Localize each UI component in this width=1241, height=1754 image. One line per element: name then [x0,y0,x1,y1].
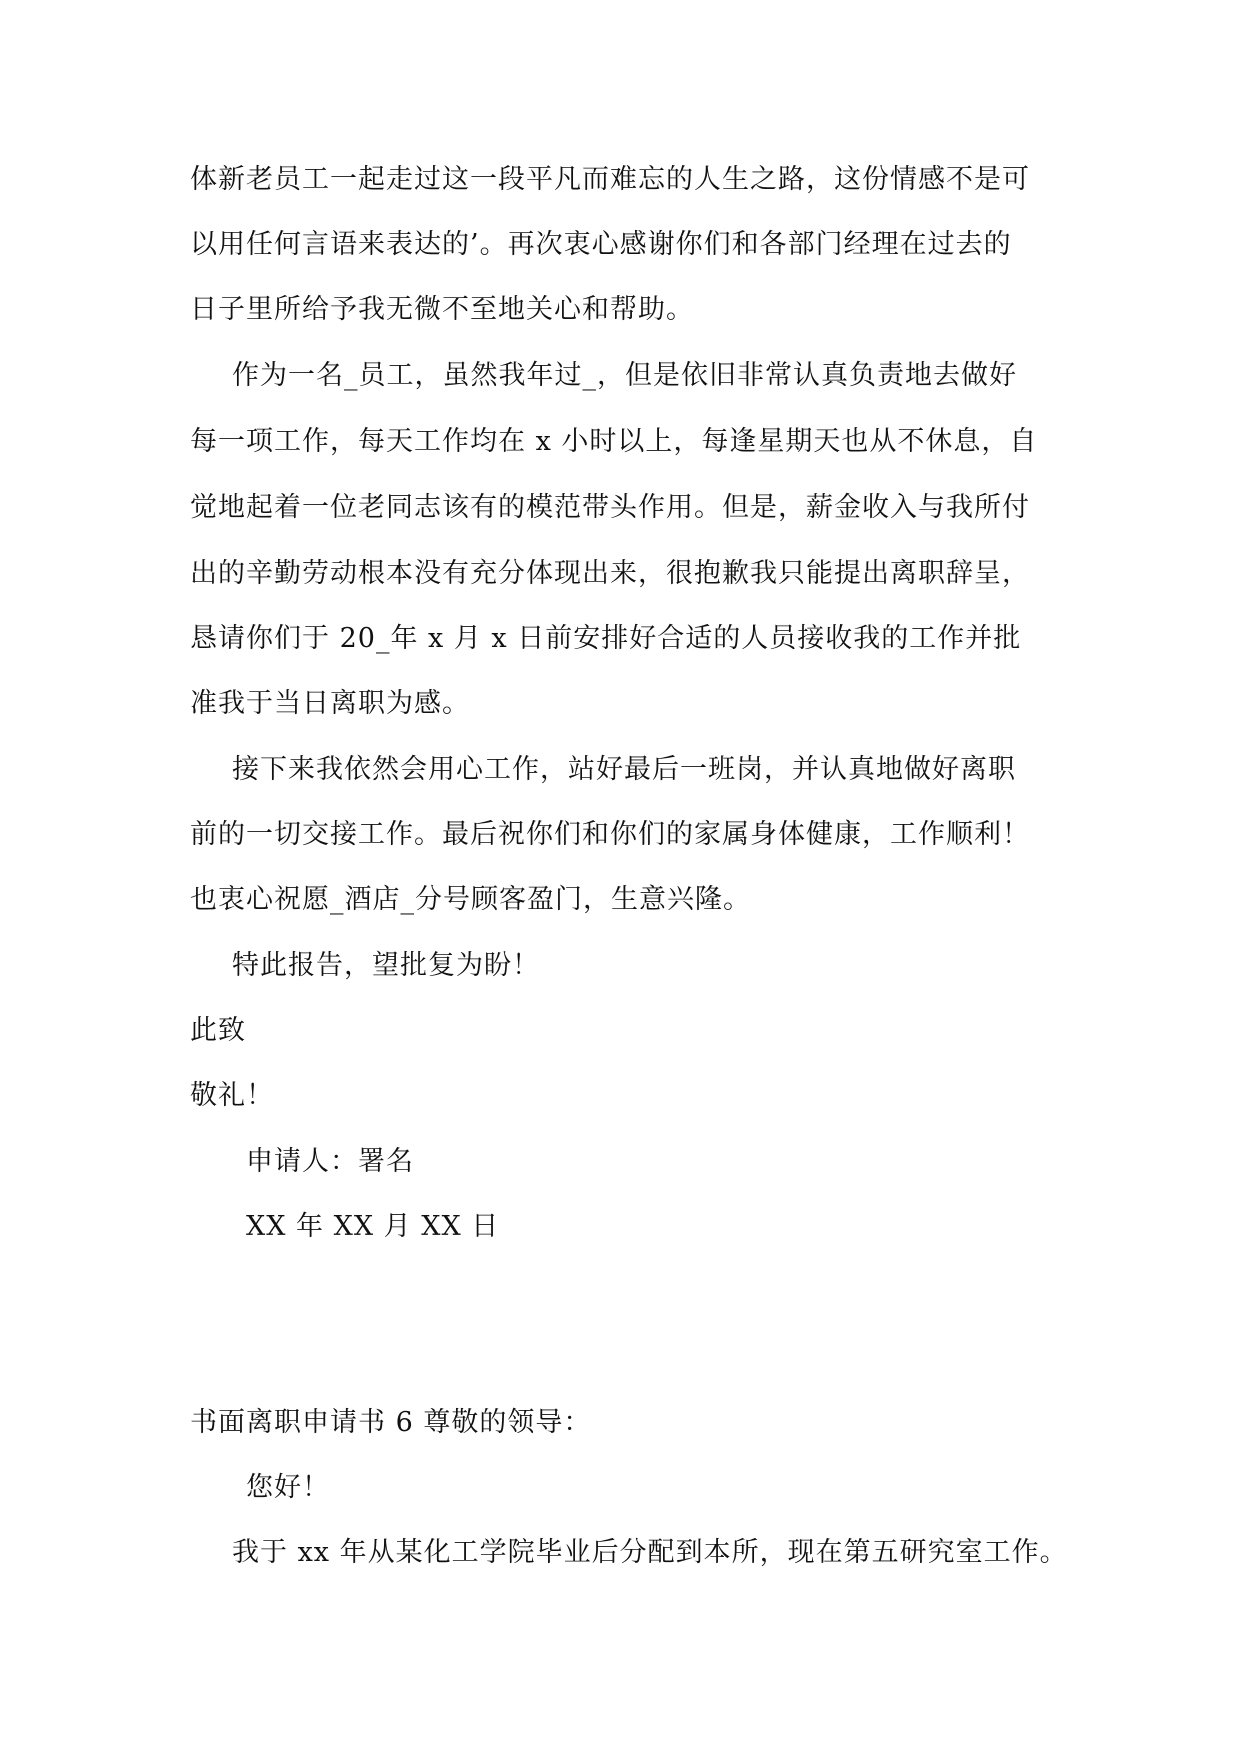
paragraph-line-11: 前的一切交接工作。最后祝你们和你们的家属身体健康，工作顺利！ [190,819,1030,850]
paragraph-line-5: 每一项工作，每天工作均在 x 小时以上，每逢星期天也从不休息，自 [190,426,1038,457]
paragraph-line-4: 作为一名_员工，虽然我年过_，但是依旧非常认真负责地去做好 [232,360,1017,391]
paragraph-line-7: 出的辛勤劳动根本没有充分体现出来，很抱歉我只能提出离职辞呈， [190,558,1030,589]
paragraph-line-2: 以用任何言语来表达的’。再次衷心感谢你们和各部门经理在过去的 [190,229,1012,260]
signature-date: XX 年 XX 月 XX 日 [246,1211,500,1242]
second-letter-greeting: 您好！ [246,1472,330,1503]
paragraph-line-8: 恳请你们于 20_年 x 月 x 日前安排好合适的人员接收我的工作并批 [190,623,1022,654]
paragraph-line-1: 体新老员工一起走过这一段平凡而难忘的人生之路，这份情感不是可 [190,164,1030,195]
closing-report-line: 特此报告，望批复为盼！ [232,950,540,981]
second-letter-heading: 书面离职申请书 6 尊敬的领导： [190,1407,592,1438]
paragraph-line-6: 觉地起着一位老同志该有的模范带头作用。但是，薪金收入与我所付 [190,492,1030,523]
paragraph-line-10: 接下来我依然会用心工作，站好最后一班岗，并认真地做好离职 [232,754,1016,785]
salutation-cizhi: 此致 [190,1015,246,1046]
paragraph-line-12: 也衷心祝愿_酒店_分号顾客盈门，生意兴隆。 [190,884,751,915]
second-letter-first-line: 我于 xx 年从某化工学院毕业后分配到本所，现在第五研究室工作。 [232,1537,1068,1568]
paragraph-line-3: 日子里所给予我无微不至地关心和帮助。 [190,294,694,325]
paragraph-line-9: 准我于当日离职为感。 [190,688,470,719]
applicant-signature: 申请人：署名 [246,1146,414,1177]
salutation-jingli: 敬礼！ [190,1080,274,1111]
